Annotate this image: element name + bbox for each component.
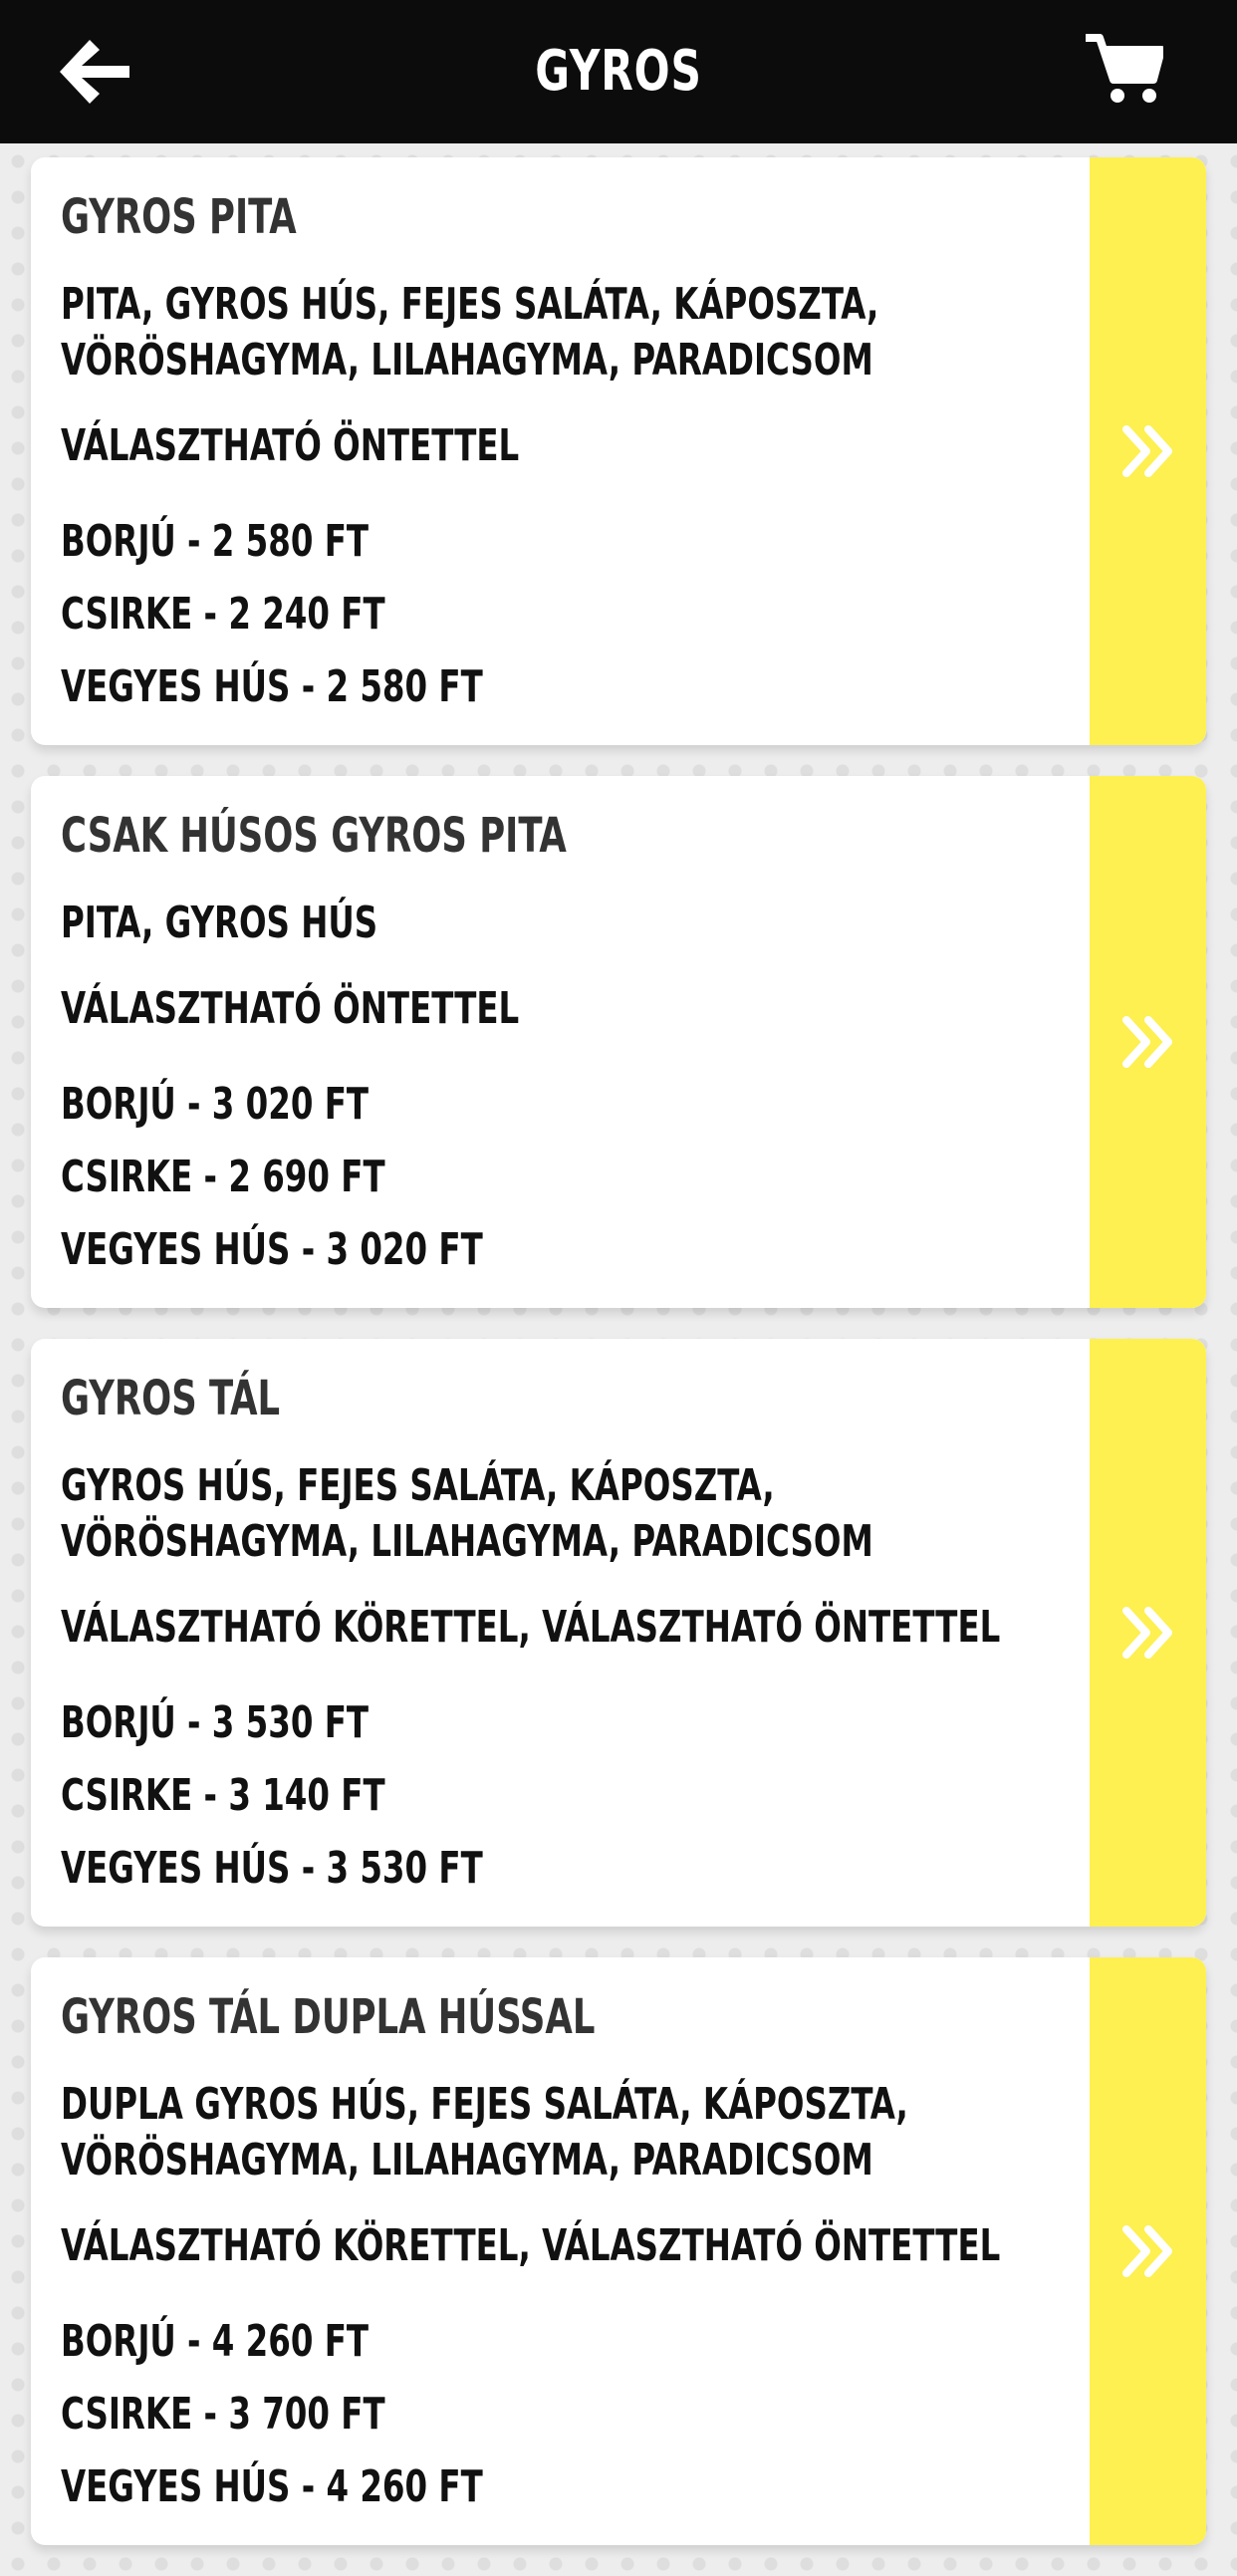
price-line: BORJÚ - 2 580 FT [61, 516, 370, 567]
price-line: CSIRKE - 3 700 FT [61, 2389, 385, 2440]
double-chevron-right-icon [1120, 2223, 1176, 2279]
price-line: VEGYES HÚS - 2 580 FT [61, 661, 483, 712]
item-name: GYROS TÁL [61, 1371, 281, 1426]
item-name: GYROS PITA [61, 189, 297, 245]
price-line: CSIRKE - 2 240 FT [61, 589, 385, 640]
menu-list [31, 157, 1206, 2576]
price-line: BORJÚ - 4 260 FT [61, 2316, 370, 2367]
item-description: GYROS HÚS, FEJES SALÁTA, KÁPOSZTA, VÖRÖSHAGYMA, LILAHAGYMA, PARADICSOM [61, 1460, 873, 1567]
cart-icon[interactable] [1084, 28, 1163, 108]
item-name: CSAK HÚSOS GYROS PITA [61, 808, 567, 864]
item-options: VÁLASZTHATÓ KÖRETTEL, VÁLASZTHATÓ ÖNTETTEL [61, 1602, 1001, 1653]
menu-item-content [31, 1957, 1027, 2545]
item-options: VÁLASZTHATÓ KÖRETTEL, VÁLASZTHATÓ ÖNTETTEL [61, 2220, 1001, 2271]
price-line: BORJÚ - 3 530 FT [61, 1697, 370, 1748]
item-description: DUPLA GYROS HÚS, FEJES SALÁTA, KÁPOSZTA, VÖRÖSHAGYMA, LILAHAGYMA, PARADICSOM [61, 2079, 908, 2186]
page-title: GYROS [535, 39, 702, 104]
item-description: PITA, GYROS HÚS [61, 898, 378, 948]
item-name: GYROS TÁL DUPLA HÚSSAL [61, 1989, 596, 2045]
menu-item-card[interactable] [31, 776, 1206, 1308]
item-options: VÁLASZTHATÓ ÖNTETTEL [61, 983, 520, 1034]
menu-item-content [31, 1339, 1027, 1927]
open-item-button[interactable] [1090, 157, 1206, 745]
price-line: VEGYES HÚS - 3 530 FT [61, 1843, 483, 1894]
top-bar [0, 0, 1237, 143]
double-chevron-right-icon [1120, 423, 1176, 479]
menu-item-card[interactable] [31, 1957, 1206, 2545]
open-item-button[interactable] [1090, 1957, 1206, 2545]
open-item-button[interactable] [1090, 1339, 1206, 1927]
double-chevron-right-icon [1120, 1014, 1176, 1070]
menu-item-content [31, 776, 1027, 1308]
price-line: VEGYES HÚS - 3 020 FT [61, 1224, 483, 1275]
price-line: CSIRKE - 2 690 FT [61, 1152, 385, 1202]
price-line: BORJÚ - 3 020 FT [61, 1079, 370, 1130]
price-line: VEGYES HÚS - 4 260 FT [61, 2461, 483, 2512]
open-item-button[interactable] [1090, 776, 1206, 1308]
price-line: CSIRKE - 3 140 FT [61, 1770, 385, 1821]
item-description: PITA, GYROS HÚS, FEJES SALÁTA, KÁPOSZTA, VÖRÖSHAGYMA, LILAHAGYMA, PARADICSOM [61, 279, 879, 386]
menu-item-card[interactable] [31, 1339, 1206, 1927]
double-chevron-right-icon [1120, 1605, 1176, 1661]
item-options: VÁLASZTHATÓ ÖNTETTEL [61, 420, 520, 471]
menu-item-card[interactable] [31, 157, 1206, 745]
menu-item-content [31, 157, 1027, 745]
